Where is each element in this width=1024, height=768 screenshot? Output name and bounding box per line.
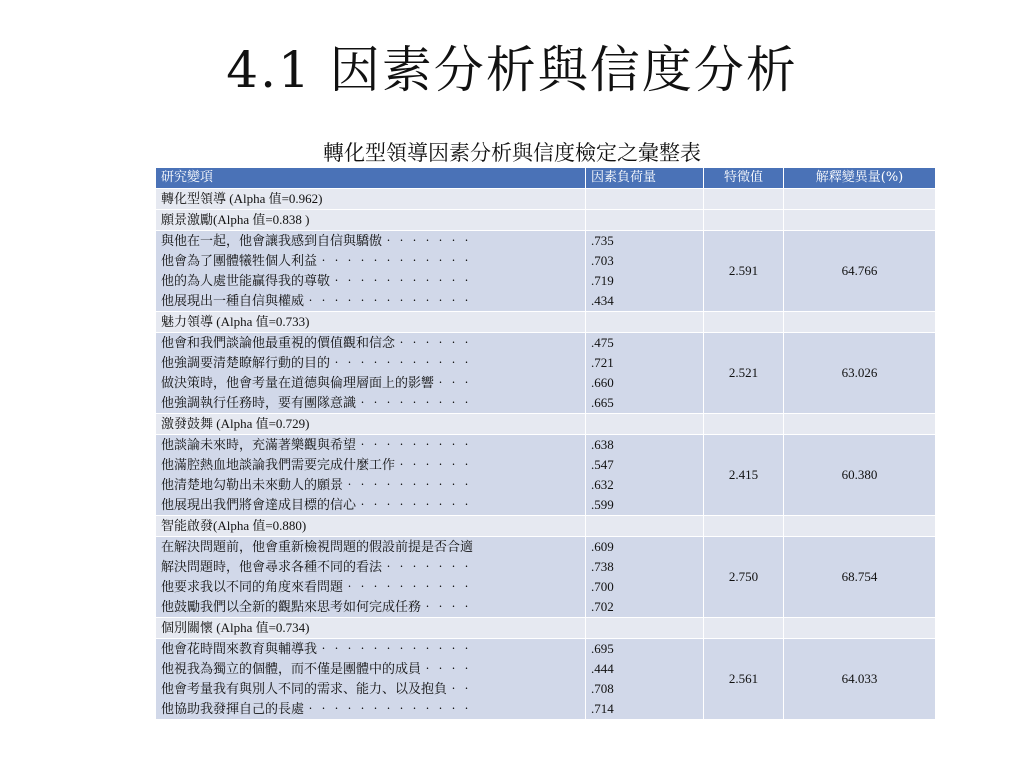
overall-row-label: 轉化型領導 (Alpha 值=0.962): [156, 189, 586, 210]
variance-cell: 63.026: [784, 333, 936, 414]
empty-cell: [586, 516, 704, 537]
empty-cell: [784, 516, 936, 537]
dimension-row: [156, 618, 936, 639]
header-variance: 解釋變異量(%): [784, 168, 936, 189]
empty-cell: [586, 618, 704, 639]
eigenvalue-cell: 2.415: [704, 435, 784, 516]
loading-value: .700: [591, 579, 614, 594]
empty-cell: [784, 618, 936, 639]
eigenvalue-cell: 2.591: [704, 231, 784, 312]
empty-cell: [704, 618, 784, 639]
dimension-row: [156, 210, 936, 231]
loading-value: .665: [591, 395, 614, 410]
items-cell: [156, 639, 586, 720]
table-header-row: [156, 168, 936, 189]
item-text: 與他在一起，他會讓我感到自信與驕傲‧‧‧‧‧‧‧: [161, 233, 474, 248]
items-cell: [156, 435, 586, 516]
empty-cell: [586, 312, 704, 333]
item-text: 他鼓勵我們以全新的觀點來思考如何完成任務‧‧‧‧: [161, 599, 474, 614]
dimension-row: [156, 414, 936, 435]
slide-title: 4.1 因素分析與信度分析: [226, 41, 798, 99]
overall-row: [156, 189, 936, 210]
item-text: 他強調執行任務時，要有團隊意識‧‧‧‧‧‧‧‧‧: [161, 395, 474, 410]
loadings-cell: [586, 639, 704, 720]
item-text: 他的為人處世能贏得我的尊敬‧‧‧‧‧‧‧‧‧‧‧: [161, 273, 474, 288]
loading-value: .738: [591, 559, 614, 574]
item-text: 他會和我們談論他最重視的價值觀和信念‧‧‧‧‧‧: [161, 335, 474, 350]
loading-value: .660: [591, 375, 614, 390]
empty-cell: [704, 414, 784, 435]
loadings-cell: [586, 231, 704, 312]
item-text: 他談論未來時，充滿著樂觀與希望‧‧‧‧‧‧‧‧‧: [161, 437, 474, 452]
empty-cell: [704, 189, 784, 210]
dimension-row-label: 魅力領導 (Alpha 值=0.733): [156, 312, 586, 333]
loading-value: .702: [591, 599, 614, 614]
items-cell: [156, 333, 586, 414]
items-cell: [156, 231, 586, 312]
loading-value: .708: [591, 681, 614, 696]
loading-value: .609: [591, 539, 614, 554]
dimension-row-label: 個別關懷 (Alpha 值=0.734): [156, 618, 586, 639]
dimension-row-label: 激發鼓舞 (Alpha 值=0.729): [156, 414, 586, 435]
variance-cell: 60.380: [784, 435, 936, 516]
loading-value: .444: [591, 661, 614, 676]
header-loading: 因素負荷量: [586, 168, 704, 189]
eigenvalue-cell: 2.561: [704, 639, 784, 720]
dimension-items-row: [156, 537, 936, 618]
eigenvalue-cell: 2.521: [704, 333, 784, 414]
dimension-items-row: [156, 639, 936, 720]
loadings-cell: [586, 537, 704, 618]
dimension-row: [156, 312, 936, 333]
item-text: 他會考量我有與別人不同的需求、能力、以及抱負‧‧: [161, 681, 474, 696]
loading-value: .638: [591, 437, 614, 452]
variance-cell: 64.033: [784, 639, 936, 720]
empty-cell: [784, 312, 936, 333]
dimension-row-label: 智能啟發(Alpha 值=0.880): [156, 516, 586, 537]
empty-cell: [704, 210, 784, 231]
item-text: 他強調要清楚瞭解行動的目的‧‧‧‧‧‧‧‧‧‧‧: [161, 355, 474, 370]
loading-value: .721: [591, 355, 614, 370]
empty-cell: [784, 414, 936, 435]
loadings-cell: [586, 333, 704, 414]
loading-value: .719: [591, 273, 614, 288]
header-variable: 研究變項: [156, 168, 586, 189]
empty-cell: [586, 414, 704, 435]
item-text: 他會為了團體犧牲個人利益‧‧‧‧‧‧‧‧‧‧‧‧: [161, 253, 474, 268]
empty-cell: [586, 210, 704, 231]
loading-value: .632: [591, 477, 614, 492]
empty-cell: [704, 516, 784, 537]
eigenvalue-cell: 2.750: [704, 537, 784, 618]
loading-value: .695: [591, 641, 614, 656]
item-text: 他滿腔熱血地談論我們需要完成什麼工作‧‧‧‧‧‧: [161, 457, 474, 472]
item-text: 他展現出一種自信與權威‧‧‧‧‧‧‧‧‧‧‧‧‧: [161, 293, 474, 308]
table-body: [156, 189, 936, 720]
dimension-row-label: 願景激勵(Alpha 值=0.838 ): [156, 210, 586, 231]
dimension-items-row: [156, 231, 936, 312]
dimension-items-row: [156, 435, 936, 516]
item-text: 他協助我發揮自己的長處‧‧‧‧‧‧‧‧‧‧‧‧‧: [161, 701, 474, 716]
empty-cell: [784, 189, 936, 210]
item-text: 解決問題時，他會尋求各種不同的看法‧‧‧‧‧‧‧: [161, 559, 474, 574]
header-eigenvalue: 特徵值: [704, 168, 784, 189]
loading-value: .703: [591, 253, 614, 268]
loading-value: .547: [591, 457, 614, 472]
empty-cell: [704, 312, 784, 333]
dimension-row: [156, 516, 936, 537]
loading-value: .714: [591, 701, 614, 716]
items-cell: [156, 537, 586, 618]
empty-cell: [586, 189, 704, 210]
item-text: 他視我為獨立的個體，而不僅是團體中的成員‧‧‧‧: [161, 661, 474, 676]
item-text: 他會花時間來教育與輔導我‧‧‧‧‧‧‧‧‧‧‧‧: [161, 641, 474, 656]
loading-value: .735: [591, 233, 614, 248]
empty-cell: [784, 210, 936, 231]
loading-value: .475: [591, 335, 614, 350]
item-text: 他要求我以不同的角度來看問題‧‧‧‧‧‧‧‧‧‧: [161, 579, 474, 594]
variance-cell: 68.754: [784, 537, 936, 618]
item-text: 做決策時，他會考量在道德與倫理層面上的影響‧‧‧: [161, 375, 474, 390]
table-caption: 轉化型領導因素分析與信度檢定之彙整表: [323, 141, 701, 165]
dimension-items-row: [156, 333, 936, 414]
loadings-cell: [586, 435, 704, 516]
item-text: 他展現出我們將會達成目標的信心‧‧‧‧‧‧‧‧‧: [161, 497, 474, 512]
loading-value: .599: [591, 497, 614, 512]
item-text: 他清楚地勾勒出未來動人的願景‧‧‧‧‧‧‧‧‧‧: [161, 477, 474, 492]
variance-cell: 64.766: [784, 231, 936, 312]
loading-value: .434: [591, 293, 614, 308]
item-text: 在解決問題前，他會重新檢視問題的假設前提是否合適: [161, 539, 474, 554]
factor-analysis-table: [155, 167, 936, 720]
